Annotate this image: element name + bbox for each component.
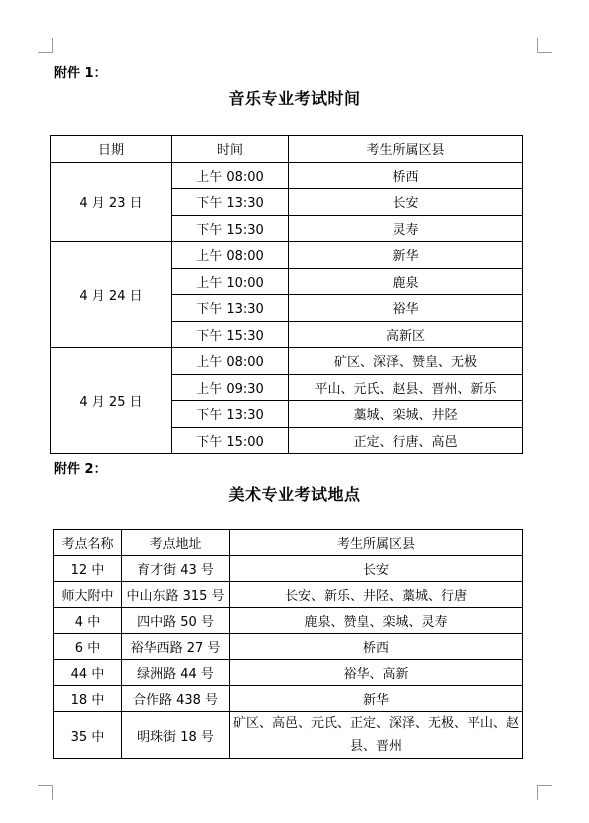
page-corner-mark-bottom-left (38, 785, 53, 800)
counties-cell: 长安、新乐、井陉、藁城、行唐 (230, 582, 523, 608)
counties-cell: 桥西 (289, 162, 523, 189)
counties-cell: 矿区、深泽、赞皇、无极 (289, 348, 523, 375)
page-corner-mark-bottom-right (537, 785, 552, 800)
table-header-row (54, 530, 523, 556)
site-name-cell: 师大附中 (54, 582, 122, 608)
art-exam-location-table (53, 529, 523, 759)
header-counties: 考生所属区县 (289, 136, 523, 163)
page-corner-mark-top-left (38, 38, 53, 53)
counties-cell: 新华 (289, 242, 523, 269)
site-address-cell: 合作路 438 号 (122, 686, 230, 712)
time-cell: 上午 08:00 (172, 348, 289, 375)
time-cell: 上午 10:00 (172, 268, 289, 295)
site-address-cell: 绿洲路 44 号 (122, 660, 230, 686)
time-cell: 下午 15:30 (172, 321, 289, 348)
site-name-cell: 18 中 (54, 686, 122, 712)
site-name-cell: 12 中 (54, 556, 122, 582)
music-exam-schedule-table (50, 135, 523, 454)
site-name-cell: 35 中 (54, 712, 122, 759)
table-row (54, 556, 523, 582)
counties-cell: 藁城、栾城、井陉 (289, 401, 523, 428)
table-row (54, 634, 523, 660)
header-date: 日期 (51, 136, 172, 163)
date-cell: 4 月 23 日 (51, 162, 172, 242)
counties-cell: 高新区 (289, 321, 523, 348)
time-cell: 下午 13:30 (172, 189, 289, 216)
site-name-cell: 6 中 (54, 634, 122, 660)
time-cell: 上午 09:30 (172, 374, 289, 401)
counties-cell: 裕华 (289, 295, 523, 322)
counties-cell: 长安 (289, 189, 523, 216)
table-row (54, 582, 523, 608)
time-cell: 上午 08:00 (172, 242, 289, 269)
appendix-1-label: 附件 1： (54, 66, 107, 81)
table-row (51, 348, 523, 375)
time-cell: 上午 08:00 (172, 162, 289, 189)
header-time: 时间 (172, 136, 289, 163)
header-site-address: 考点地址 (122, 530, 230, 556)
table-row (51, 162, 523, 189)
counties-cell: 正定、行唐、高邑 (289, 427, 523, 454)
site-name-cell: 44 中 (54, 660, 122, 686)
time-cell: 下午 13:30 (172, 295, 289, 322)
counties-cell: 平山、元氏、赵县、晋州、新乐 (289, 374, 523, 401)
date-cell: 4 月 24 日 (51, 242, 172, 348)
music-exam-title: 音乐专业考试时间 (228, 89, 361, 108)
site-address-cell: 明珠街 18 号 (122, 712, 230, 759)
site-address-cell: 裕华西路 27 号 (122, 634, 230, 660)
site-address-cell: 中山东路 315 号 (122, 582, 230, 608)
counties-cell: 新华 (230, 686, 523, 712)
header-site-name: 考点名称 (54, 530, 122, 556)
site-address-cell: 四中路 50 号 (122, 608, 230, 634)
site-name-cell: 4 中 (54, 608, 122, 634)
time-cell: 下午 13:30 (172, 401, 289, 428)
table-row (54, 608, 523, 634)
counties-cell: 鹿泉 (289, 268, 523, 295)
appendix-2-label: 附件 2： (54, 462, 107, 477)
time-cell: 下午 15:00 (172, 427, 289, 454)
table-row (54, 712, 523, 759)
counties-cell: 裕华、高新 (230, 660, 523, 686)
table-header-row (51, 136, 523, 163)
counties-cell: 长安 (230, 556, 523, 582)
counties-cell: 鹿泉、赞皇、栾城、灵寿 (230, 608, 523, 634)
table-row (54, 660, 523, 686)
table-row (54, 686, 523, 712)
counties-cell: 桥西 (230, 634, 523, 660)
page-corner-mark-top-right (537, 38, 552, 53)
date-cell: 4 月 25 日 (51, 348, 172, 454)
counties-cell: 灵寿 (289, 215, 523, 242)
art-exam-title: 美术专业考试地点 (228, 485, 361, 504)
table-row (51, 242, 523, 269)
header-counties: 考生所属区县 (230, 530, 523, 556)
counties-cell: 矿区、高邑、元氏、正定、深泽、无极、平山、赵县、晋州 (230, 712, 523, 759)
site-address-cell: 育才街 43 号 (122, 556, 230, 582)
time-cell: 下午 15:30 (172, 215, 289, 242)
